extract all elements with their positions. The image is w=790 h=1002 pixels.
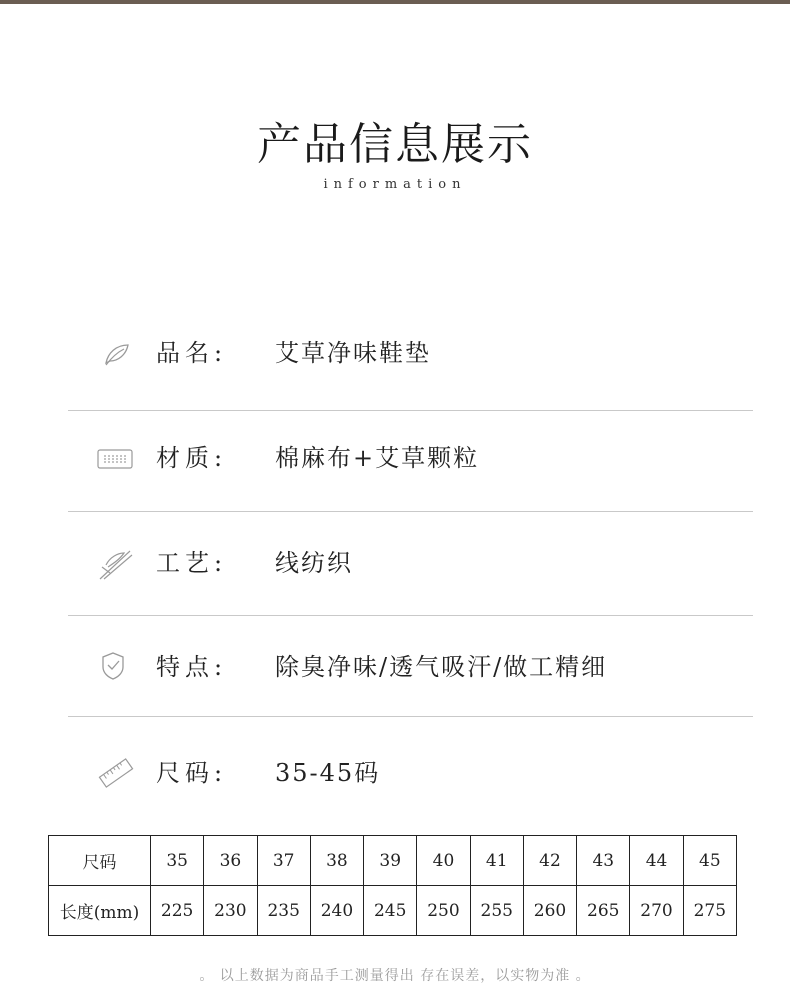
info-row-craft (68, 543, 753, 643)
length-row (49, 886, 737, 936)
length-cell: 270 (630, 886, 683, 936)
size-cell: 38 (310, 836, 363, 886)
footnote: 。 以上数据为商品手工测量得出 存在误差，以实物为准 。 (199, 968, 591, 984)
size-row (49, 836, 737, 886)
info-row-features (68, 647, 753, 747)
length-cell: 260 (523, 886, 576, 936)
length-cell: 250 (417, 886, 470, 936)
fabric-grid-icon (96, 438, 136, 478)
needle-thread-icon (96, 543, 136, 583)
row-label: 尺码: (156, 759, 228, 787)
row-value: 线纺织 (275, 549, 353, 577)
info-row-material (68, 438, 753, 538)
info-row-name (68, 333, 753, 433)
size-cell: 37 (257, 836, 310, 886)
divider (68, 615, 753, 616)
size-cell: 43 (577, 836, 630, 886)
size-cell: 41 (470, 836, 523, 886)
size-cell: 44 (630, 836, 683, 886)
length-cell: 245 (364, 886, 417, 936)
row-label: 品名: (156, 339, 228, 367)
row-value: 35-45码 (275, 759, 381, 787)
size-cell: 39 (364, 836, 417, 886)
size-cell: 45 (683, 836, 736, 886)
leaf-icon (96, 333, 136, 373)
length-cell: 265 (577, 886, 630, 936)
divider (68, 716, 753, 717)
page-title: 产品信息展示 (257, 119, 533, 170)
page-subtitle: information (323, 177, 467, 192)
row-value: 除臭净味/透气吸汗/做工精细 (275, 653, 608, 681)
ruler-icon (96, 753, 136, 793)
length-cell: 225 (151, 886, 204, 936)
top-accent-bar (0, 0, 790, 4)
size-row-header: 尺码 (49, 836, 151, 886)
size-cell: 35 (151, 836, 204, 886)
row-label: 工艺: (156, 549, 228, 577)
size-cell: 40 (417, 836, 470, 886)
row-value: 棉麻布+艾草颗粒 (275, 444, 480, 472)
divider (68, 410, 753, 411)
length-cell: 230 (204, 886, 257, 936)
row-value: 艾草净味鞋垫 (275, 339, 431, 367)
length-cell: 240 (310, 886, 363, 936)
shield-check-icon (96, 647, 136, 687)
length-cell: 255 (470, 886, 523, 936)
divider (68, 511, 753, 512)
row-label: 材质: (156, 444, 228, 472)
row-label: 特点: (156, 653, 228, 681)
length-row-header: 长度(mm) (49, 886, 151, 936)
length-cell: 235 (257, 886, 310, 936)
size-cell: 42 (523, 836, 576, 886)
size-cell: 36 (204, 836, 257, 886)
length-cell: 275 (683, 886, 736, 936)
size-table (48, 835, 737, 936)
